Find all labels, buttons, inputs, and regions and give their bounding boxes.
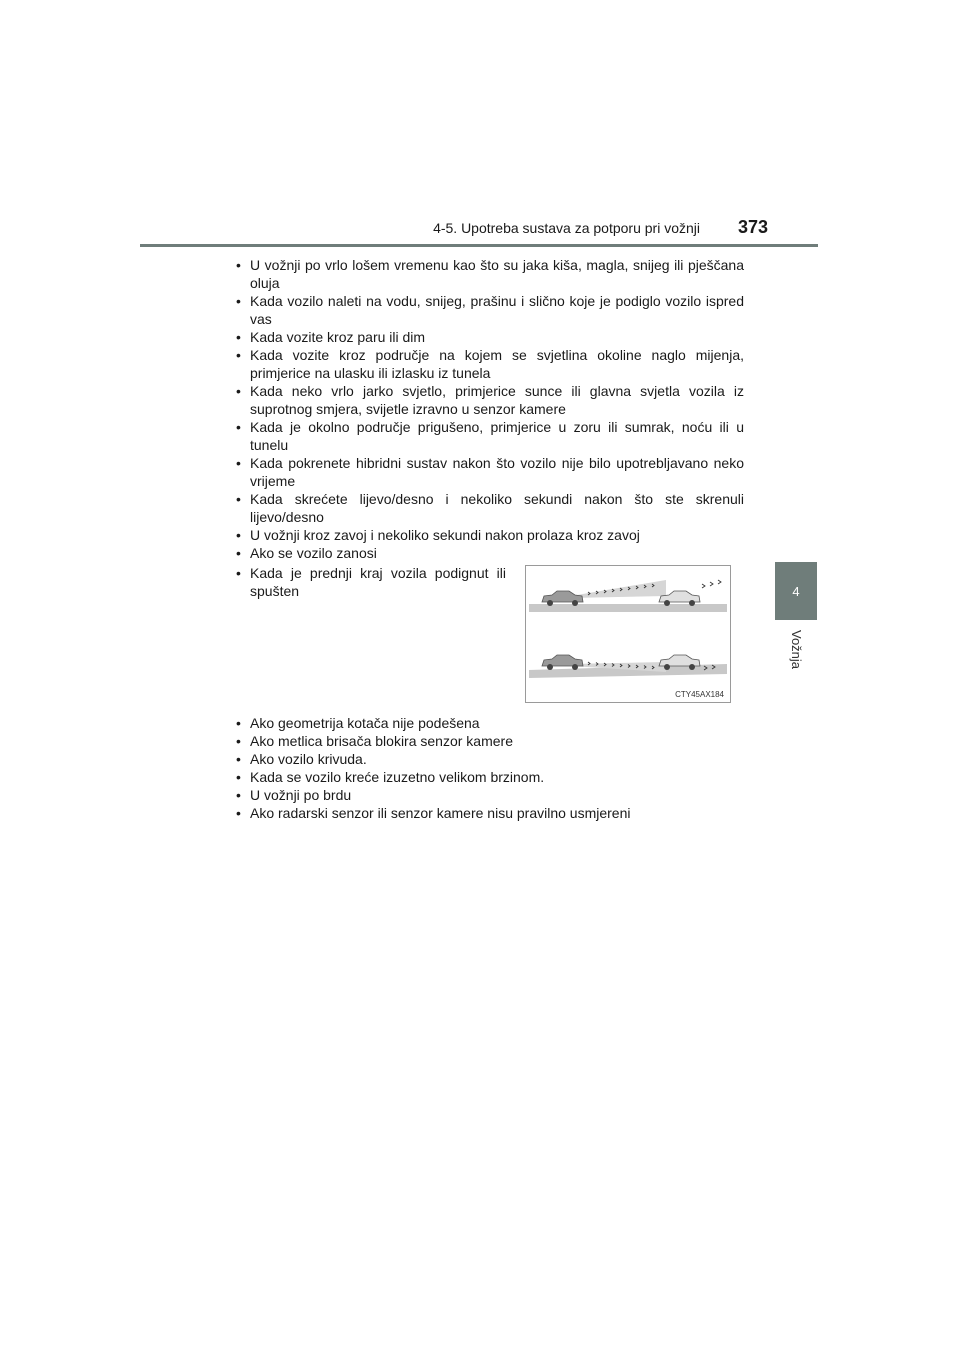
bullet-icon: • xyxy=(236,545,241,561)
list-item xyxy=(236,418,744,454)
section-title: 4-5. Upotreba sustava za potporu pri vožnji xyxy=(433,220,700,236)
beam-upper xyxy=(571,580,666,598)
bullet-list-bottom xyxy=(236,714,744,822)
bullet-icon: • xyxy=(236,329,241,345)
bullet-icon: • xyxy=(236,347,241,363)
bullet-icon: • xyxy=(236,383,241,399)
car-rear-lower xyxy=(542,655,583,670)
list-item xyxy=(236,490,744,526)
list-item-text: Kada skrećete lijevo/desno i nekoliko sekundi nakon što ste skrenuli lijevo/desno xyxy=(250,491,744,525)
list-item xyxy=(236,714,744,732)
list-item-text: U vožnji kroz zavoj i nekoliko sekundi nakon prolaza kroz zavoj xyxy=(250,527,640,543)
list-item xyxy=(236,768,744,786)
bullet-icon: • xyxy=(236,715,241,731)
list-item-text: Ako se vozilo zanosi xyxy=(250,545,377,561)
vehicle-pitch-illustration xyxy=(525,565,731,703)
list-item xyxy=(236,328,744,346)
bullet-list-top xyxy=(236,256,744,562)
bullet-icon: • xyxy=(236,805,241,821)
list-item-text: Kada vozite kroz paru ili dim xyxy=(250,329,426,345)
road-upper xyxy=(529,604,727,612)
list-item-text: Kada neko vrlo jarko svjetlo, primjerice sunce ili glavna svjetla vozila iz suprotnog smjera, svijetle izravno u senzor kamere xyxy=(250,383,744,417)
bullet-icon: • xyxy=(236,419,241,435)
list-item xyxy=(236,454,744,490)
list-item-text: Kada vozite kroz područje na kojem se svjetlina okoline naglo mijenja, primjerice na ulasku ili izlasku iz tunela xyxy=(250,347,744,381)
list-item-text: Kada vozilo naleti na vodu, snijeg, prašinu i slično koje je podiglo vozilo ispred vas xyxy=(250,293,744,327)
list-item-text: U vožnji po brdu xyxy=(250,787,352,803)
list-item xyxy=(236,382,744,418)
page-number: 373 xyxy=(738,217,769,237)
bullet-icon: • xyxy=(236,751,241,767)
bullet-icon: • xyxy=(236,769,241,785)
list-item-text: Ako metlica brisača blokira senzor kamere xyxy=(250,733,513,749)
list-item xyxy=(236,544,744,562)
list-item xyxy=(236,750,744,768)
bullet-icon: • xyxy=(236,527,241,543)
list-item-text: U vožnji po vrlo lošem vremenu kao što su jaka kiša, magla, snijeg ili pješčana oluja xyxy=(250,257,744,291)
car-rear-upper xyxy=(542,591,583,606)
list-item-text: Kada se vozilo kreće izuzetno velikom brzinom. xyxy=(250,769,545,785)
chapter-tab xyxy=(775,562,817,620)
illustration-svg xyxy=(526,566,730,702)
bullet-icon: • xyxy=(236,733,241,749)
list-item-text: Ako geometrija kotača nije podešena xyxy=(250,715,480,731)
figure-caption: CTY45AX184 xyxy=(675,690,724,699)
bullet-icon: • xyxy=(236,787,241,803)
bullet-icon: • xyxy=(236,455,241,471)
list-item xyxy=(236,804,744,822)
list-item-text: Ako radarski senzor ili senzor kamere nisu pravilno usmjereni xyxy=(250,805,631,821)
bullet-icon: • xyxy=(236,293,241,309)
bullet-icon: • xyxy=(236,257,241,273)
list-item xyxy=(236,526,744,544)
bullet-list-mid xyxy=(236,564,506,600)
list-item-text: Kada je prednji kraj vozila podignut ili spušten xyxy=(250,565,506,599)
list-item-text: Kada pokrenete hibridni sustav nakon što vozilo nije bilo upotrebljavano neko vrijeme xyxy=(250,455,744,489)
list-item-text: Ako vozilo krivuda. xyxy=(250,751,367,767)
list-item xyxy=(236,786,744,804)
list-item xyxy=(236,564,506,600)
list-item xyxy=(236,346,744,382)
list-item xyxy=(236,256,744,292)
chapter-label: Vožnja xyxy=(789,630,804,670)
bullet-icon: • xyxy=(236,565,241,581)
list-item xyxy=(236,732,744,750)
bullet-icon: • xyxy=(236,491,241,507)
header-rule xyxy=(140,244,818,247)
chapter-number: 4 xyxy=(792,583,800,599)
list-item xyxy=(236,292,744,328)
list-item-text: Kada je okolno područje prigušeno, primjerice u zoru ili sumrak, noću ili u tunelu xyxy=(250,419,744,453)
